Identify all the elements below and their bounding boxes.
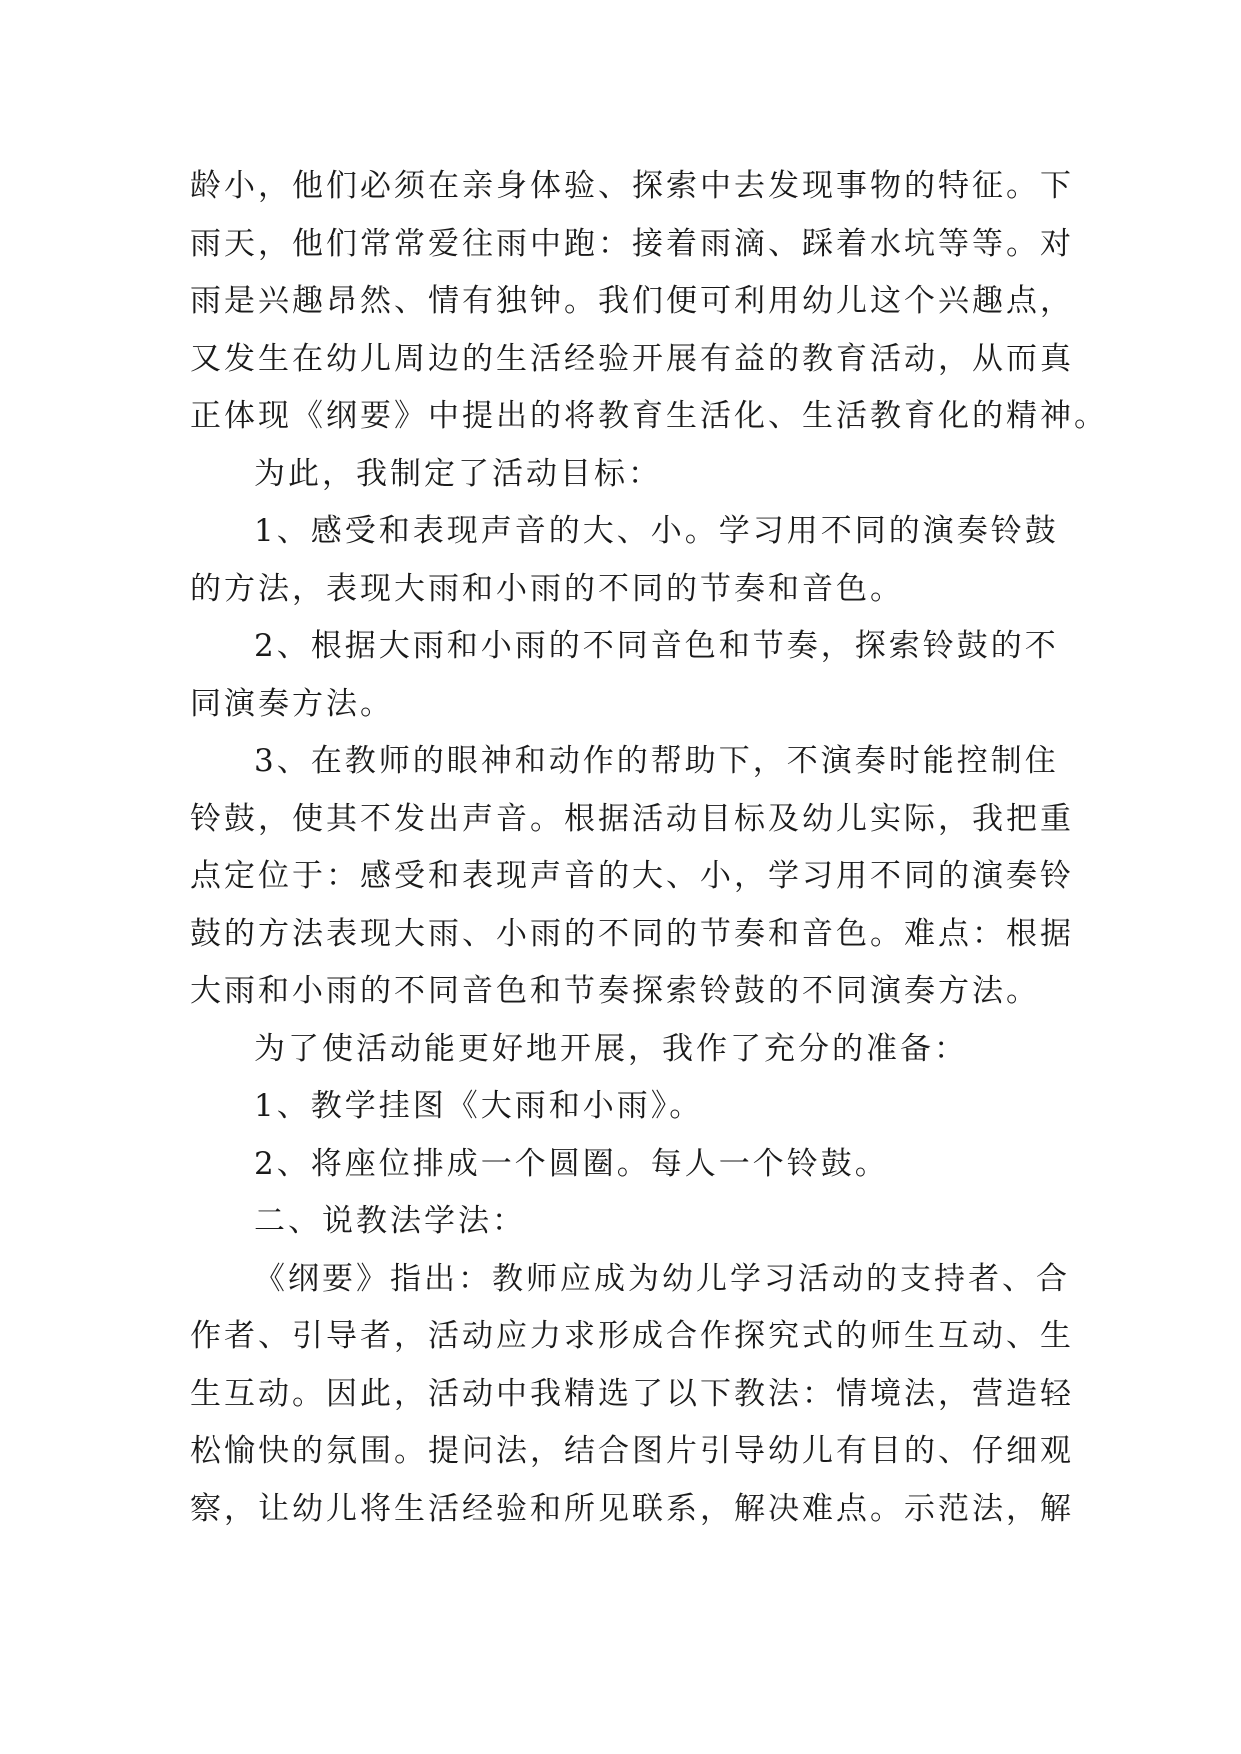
- text-line: 又发生在幼儿周边的生活经验开展有益的教育活动，从而真: [190, 340, 1074, 377]
- text-line: 3、在教师的眼神和动作的帮助下，不演奏时能控制住: [254, 743, 1059, 779]
- text-line: 二、说教法学法：: [254, 1203, 526, 1239]
- text-line: 同演奏方法。: [190, 685, 394, 722]
- text-line: 作者、引导者，活动应力求形成合作探究式的师生互动、生: [190, 1318, 1074, 1354]
- text-line: 大雨和小雨的不同音色和节奏探索铃鼓的不同演奏方法。: [190, 973, 1040, 1009]
- text-line: 鼓的方法表现大雨、小雨的不同的节奏和音色。难点：根据: [190, 915, 1074, 952]
- text-line: 为了使活动能更好地开展，我作了充分的准备：: [254, 1030, 968, 1067]
- text-line: 龄小，他们必须在亲身体验、探索中去发现事物的特征。下: [190, 168, 1074, 204]
- text-line: 正体现《纲要》中提出的将教育生活化、生活教育化的精神。: [190, 398, 1108, 434]
- text-line: 1、教学挂图《大雨和小雨》。: [254, 1088, 704, 1124]
- text-line: 雨天，他们常常爱往雨中跑：接着雨滴、踩着水坑等等。对: [190, 225, 1074, 262]
- text-line: 松愉快的氛围。提问法，结合图片引导幼儿有目的、仔细观: [190, 1433, 1074, 1469]
- document-body: [190, 158, 1108, 1538]
- text-line: 2、根据大雨和小雨的不同音色和节奏，探索铃鼓的不: [254, 628, 1059, 664]
- text-line: 2、将座位排成一个圆圈。每人一个铃鼓。: [254, 1145, 889, 1182]
- text-line: 的方法，表现大雨和小雨的不同的节奏和音色。: [190, 570, 904, 607]
- text-line: 1、感受和表现声音的大、小。学习用不同的演奏铃鼓: [254, 513, 1059, 549]
- text-line: 铃鼓，使其不发出声音。根据活动目标及幼儿实际，我把重: [190, 800, 1074, 837]
- text-line: 察，让幼儿将生活经验和所见联系，解决难点。示范法，解: [190, 1490, 1074, 1527]
- text-line: 《纲要》指出：教师应成为幼儿学习活动的支持者、合: [254, 1260, 1070, 1297]
- text-line: 为此，我制定了活动目标：: [254, 455, 662, 492]
- text-line: 点定位于：感受和表现声音的大、小，学习用不同的演奏铃: [190, 858, 1074, 894]
- text-line: 雨是兴趣昂然、情有独钟。我们便可利用幼儿这个兴趣点，: [190, 283, 1074, 319]
- text-line: 生互动。因此，活动中我精选了以下教法：情境法，营造轻: [190, 1375, 1074, 1412]
